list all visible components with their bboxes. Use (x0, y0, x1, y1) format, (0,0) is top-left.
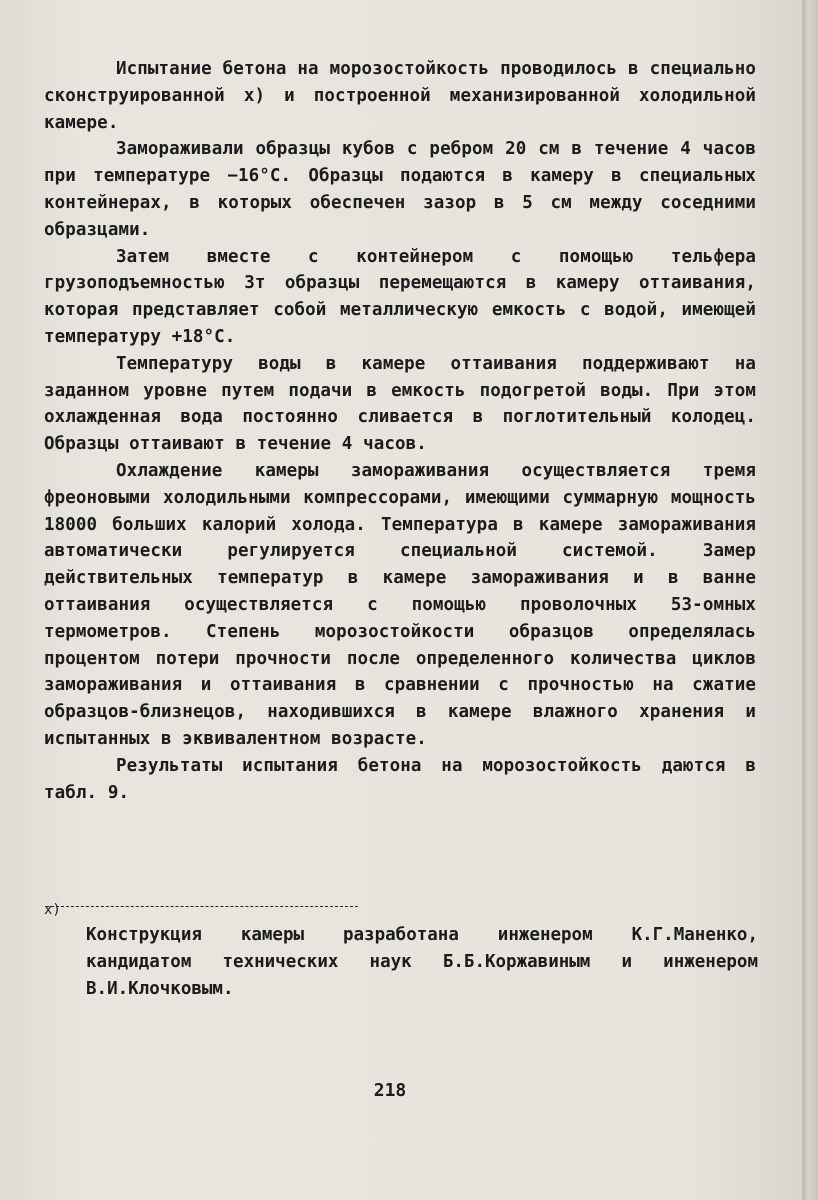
paragraph-2: Замораживали образцы кубов с ребром 20 см в течение 4 часов при температуре −16°С. Образцы подаются в камеру в специальных контейнерах, в которых обеспечен зазор в 5 см между соседними образцами. (44, 139, 756, 240)
page-number: 218 (373, 1080, 407, 1101)
paragraph-6: Результаты испытания бетона на морозостойкость даются в табл. 9. (44, 755, 756, 803)
footnote-separator (46, 906, 358, 907)
paragraph-4: Температуру воды в камере оттаивания поддерживают на заданном уровне путем подачи в емкость подогретой воды. При этом охлажденная вода постоянно сливается в поглотительный колодец. Образцы оттаивают в течение 4 часов. (44, 353, 756, 455)
footnote-text: Конструкция камеры разработана инженером К.Г.Маненко, кандидатом технических наук Б.Б.Коржавиным и инженером В.И.Клочковым. (86, 925, 758, 999)
footnote-mark: x) (44, 902, 61, 918)
paragraph-3: Затем вместе с контейнером с помощью тельфера грузоподъемностью 3т образцы перемещаются в камеру оттаивания, которая представляет собой металлическую емкость с водой, имеющей температуру +18°С. (44, 246, 756, 347)
page-edge (802, 0, 818, 1200)
body-text (44, 56, 756, 806)
paragraph-1: Испытание бетона на морозостойкость проводилось в специально сконструированной x) и построенной механизированной холодильной камере. (44, 59, 756, 133)
paragraph-5: Охлаждение камеры замораживания осуществляется тремя фреоновыми холодильными компрессорами, имеющими суммарную мощность 18000 больших калорий холода. Температура в камере замораживания автоматически регулируется специальной системой. Замер действительных температур в камере замораживания и в ванне оттаивания осуществляется с помощью проволочных 53-омных термометров. Степень морозостойкости образцов определялась процентом потери прочности после определенного количества циклов замораживания и оттаивания в сравнении с прочностью на сжатие образцов-близнецов, находившихся в камере влажного хранения и испытанных в эквивалентном возрасте. (44, 460, 756, 749)
